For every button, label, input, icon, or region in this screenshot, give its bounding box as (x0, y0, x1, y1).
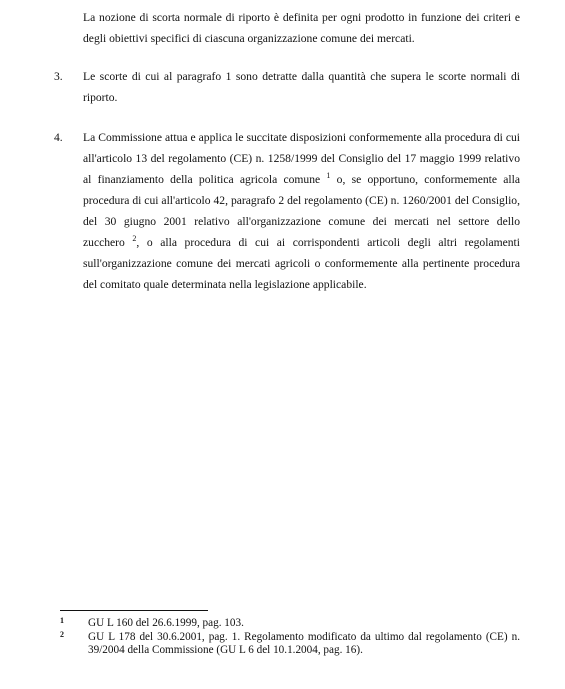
paragraph-4-number: 4. (54, 131, 63, 144)
paragraph-3-number: 3. (54, 70, 63, 83)
footnote-2-text: GU L 178 del 30.6.2001, pag. 1. Regolamento modificato da ultimo dal regolamento (CE) n. 39/2004 della Commissione (GU L 6 del 10.1.2004, pag. 16). (88, 631, 520, 656)
paragraph-4-text (83, 127, 520, 295)
footnote-2-marker: 2 (60, 630, 64, 639)
paragraph-4-text-part-c: , o alla procedura di cui ai corrispondenti articoli degli altri regolamenti sull'organizzazione comune dei mercati agricoli o conformemente alla pertinente procedura del comitato quale determinata nella legislazione applicabile. (83, 236, 521, 291)
footnote-1-marker: 1 (60, 616, 64, 625)
footnote-ref-1: 1 (326, 171, 331, 180)
paragraph-4-text-part-b: o, se opportuno, conformemente alla procedura di cui all'articolo 42, paragrafo 2 del regolamento (CE) n. 1260/2001 del Consiglio, del 30 giugno 2001 relativo all'organizzazione comune dei mercati nel settore dello zucchero (83, 173, 520, 249)
paragraph-3-text: Le scorte di cui al paragrafo 1 sono detratte dalla quantità che supera le scorte normali di riporto. (83, 70, 520, 104)
footnote-separator (60, 610, 208, 611)
footnote-1-text: GU L 160 del 26.6.1999, pag. 103. (88, 617, 244, 629)
intro-paragraph: La nozione di scorta normale di riporto è definita per ogni prodotto in funzione dei criteri e degli obiettivi specifici di ciascuna organizzazione comune dei mercati. (83, 11, 520, 45)
footnote-ref-2: 2 (132, 234, 137, 243)
paragraph-4-text-part-a: La Commissione attua e applica le succitate disposizioni conformemente alla procedura di cui all'articolo 13 del regolamento (CE) n. 1258/1999 del Consiglio del 17 maggio 1999 relativo al finanziamento della politica agricola comune (83, 131, 520, 186)
